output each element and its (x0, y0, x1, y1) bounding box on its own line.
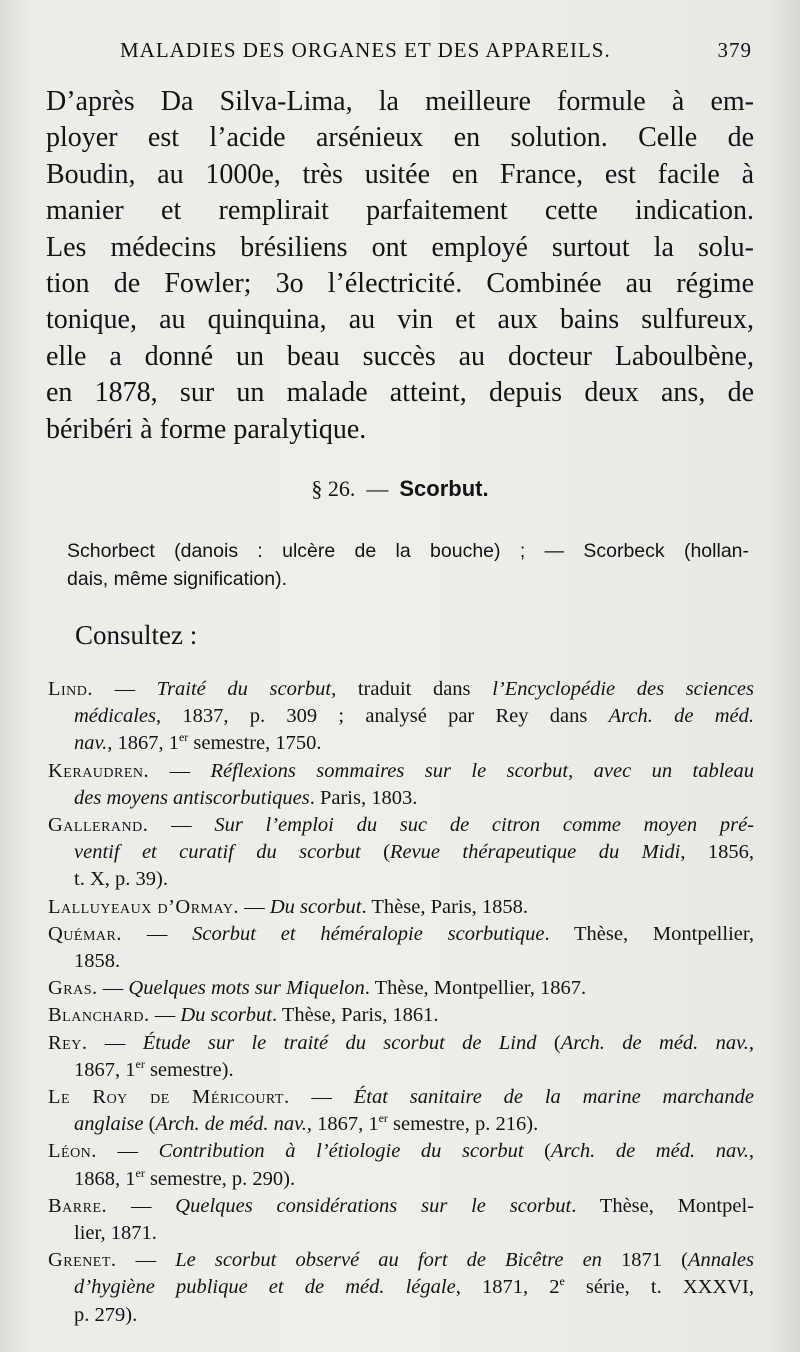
reference-text: . Thèse, Paris, 1858. (361, 895, 528, 918)
reference-continuation (48, 1166, 754, 1193)
italic-text: Quelques considérations sur le scorbut (175, 1194, 572, 1217)
italic-text: État sanitaire de la marine marchande (353, 1086, 754, 1109)
body-line: tion de Fowler; 3o l’électricité. Combinée au régime (46, 268, 754, 300)
italic-text: Arch. de méd. nav. (560, 1031, 749, 1054)
reference-text: t. X, p. 39). (74, 868, 168, 891)
reference-text: semestre). (144, 1058, 234, 1081)
italic-text: Sur l’emploi du suc de citron comme moyen pré- (214, 814, 755, 837)
reference-text: , 1837, p. 309 ; analysé par Rey dans (155, 705, 609, 728)
reference-continuation (48, 839, 754, 866)
reference-author: Blanchard. (48, 1004, 150, 1027)
reference-entry (48, 894, 754, 921)
separator-dash: — (289, 1086, 354, 1109)
reference-text: . Paris, 1803. (309, 786, 418, 809)
reference-entry (48, 1030, 754, 1084)
italic-text: Du scorbut (269, 895, 362, 918)
reference-continuation (48, 785, 754, 812)
italic-text: ventif et curatif du scorbut (74, 841, 361, 864)
etymology-note (67, 537, 749, 593)
reference-continuation (48, 703, 754, 730)
reference-text: ( (523, 1140, 552, 1163)
separator-dash: — (122, 922, 193, 945)
separator-dash: — (149, 1004, 181, 1027)
italic-text: Quelques mots sur Miquelon (128, 977, 365, 1000)
reference-text: . Thèse, Montpellier, (544, 922, 754, 945)
reference-entry (48, 1247, 754, 1329)
reference-entry (48, 1193, 754, 1247)
body-line: tonique, au quinquina, au vin et aux bains sulfureux, (46, 304, 754, 336)
reference-text: , 1867, 1 (306, 1113, 379, 1136)
body-paragraph (46, 84, 754, 448)
etymology-line: Schorbect (danois : ulcère de la bouche) ; — Scorbeck (hollan- (67, 540, 749, 562)
reference-author: Keraudren. (48, 759, 150, 782)
reference-line (48, 1030, 754, 1057)
italic-text: Arch. de méd. nav. (155, 1113, 307, 1136)
italic-text: d’hygiène publique et de méd. légale (74, 1276, 456, 1299)
superscript: e (559, 1274, 565, 1289)
superscript: er (178, 730, 189, 745)
reference-line (48, 1138, 754, 1165)
italic-text: Revue thérapeutique du Midi (389, 841, 681, 864)
separator-dash: — (116, 1249, 176, 1272)
body-line: en 1878, sur un malade atteint, depuis deux ans, de (46, 377, 754, 409)
reference-line (48, 921, 754, 948)
italic-text: Réflexions sommaires sur le scorbut, avec un tableau (210, 759, 754, 782)
separator-dash: — (149, 759, 211, 782)
reference-text: série, t. XXXVI, (564, 1276, 754, 1299)
italic-text: Arch. de méd. (608, 705, 754, 728)
reference-text: ( (143, 1113, 156, 1136)
reference-entry (48, 921, 754, 975)
reference-continuation (48, 1057, 754, 1084)
consult-heading: Consultez : (75, 620, 198, 650)
reference-author: Le Roy de Méricourt. (48, 1086, 290, 1109)
italic-text: des moyens antiscorbutiques (74, 786, 310, 809)
reference-line (48, 758, 754, 785)
reference-text: semestre, p. 216). (387, 1113, 539, 1136)
reference-text: 1858. (74, 950, 121, 973)
italic-text: Arch. de méd. nav. (551, 1140, 749, 1163)
reference-text: , (748, 1140, 755, 1163)
reference-text: , 1871, 2 (455, 1276, 560, 1299)
body-line: D’après Da Silva-Lima, la meilleure formule à em- (46, 86, 754, 117)
reference-line (48, 1084, 754, 1111)
body-line: ployer est l’acide arsénieux en solution. Celle de (46, 122, 754, 154)
italic-text: médicales (74, 705, 156, 728)
reference-author: Quémar. (48, 922, 122, 945)
reference-author: Rey. (48, 1031, 88, 1054)
reference-continuation (48, 1274, 754, 1301)
reference-text: , 1867, 1 (107, 732, 179, 755)
section-heading (0, 476, 800, 502)
page-number: 379 (717, 38, 752, 62)
reference-text: 1868, 1 (74, 1167, 136, 1190)
reference-text: p. 279). (74, 1303, 138, 1326)
reference-author: Barre. (48, 1194, 108, 1217)
italic-text: nav. (74, 732, 108, 755)
italic-text: Contribution à l’étiologie du scorbut (158, 1140, 524, 1163)
reference-text: 1871 ( (601, 1249, 688, 1272)
reference-continuation (48, 1220, 754, 1247)
italic-text: Annales (687, 1249, 755, 1272)
reference-author: Lind. (48, 678, 94, 700)
italic-text: Le scorbut observé au fort de Bicêtre en (175, 1249, 602, 1272)
running-title: MALADIES DES ORGANES ET DES APPAREILS. (120, 38, 611, 62)
separator-dash: — (87, 1031, 143, 1054)
reference-continuation (48, 1302, 754, 1329)
italic-text: l’Encyclopédie des sciences (492, 678, 755, 700)
body-line: Les médecins brésiliens ont employé surtout la solu- (46, 231, 754, 263)
section-dash: — (366, 476, 389, 501)
superscript: er (135, 1057, 145, 1072)
reference-text: . Thèse, Montpel- (571, 1194, 755, 1217)
reference-author: Lalluyeaux d’Ormay. (48, 895, 240, 918)
body-line: manier et remplirait parfaitement cette indication. (46, 195, 754, 227)
reference-text: . Thèse, Montpellier, 1867. (364, 977, 587, 1000)
italic-text: Du scorbut (180, 1004, 273, 1027)
separator-dash: — (97, 977, 129, 1000)
reference-text: , traduit dans (331, 678, 493, 700)
reference-text: . Thèse, Paris, 1861. (272, 1004, 439, 1027)
reference-continuation (48, 1111, 754, 1138)
section-title: Scorbut. (399, 476, 489, 501)
reference-entry (48, 975, 754, 1002)
reference-continuation (48, 866, 754, 893)
italic-text: Traité du scorbut (156, 678, 332, 700)
separator-dash: — (148, 814, 215, 837)
superscript: er (378, 1111, 388, 1126)
reference-author: Grenet. (48, 1249, 117, 1272)
reference-entry (48, 812, 754, 894)
superscript: er (135, 1165, 145, 1180)
reference-text: lier, 1871. (74, 1222, 157, 1245)
reference-author: Gras. (48, 977, 98, 1000)
reference-author: Gallerand. (48, 814, 149, 837)
reference-line (48, 894, 754, 921)
reference-entry (48, 1002, 754, 1029)
reference-text: semestre, 1750. (188, 732, 322, 755)
separator-dash: — (93, 678, 157, 700)
reference-entry (48, 676, 754, 758)
reference-text: ( (360, 841, 390, 864)
italic-text: Scorbut et héméralopie scorbutique (192, 922, 545, 945)
reference-line (48, 975, 754, 1002)
separator-dash: — (96, 1140, 159, 1163)
reference-line (48, 676, 754, 703)
reference-entry (48, 1084, 754, 1138)
reference-line (48, 812, 754, 839)
body-line: béribéri à forme paralytique. (46, 413, 367, 445)
reference-text: ( (536, 1031, 561, 1054)
reference-line (48, 1002, 754, 1029)
reference-text: , 1856, (680, 841, 754, 864)
reference-author: Léon. (48, 1140, 97, 1163)
reference-line (48, 1247, 754, 1274)
etymology-line: dais, même signification). (67, 568, 288, 590)
reference-entry (48, 758, 754, 812)
italic-text: anglaise (74, 1113, 144, 1136)
body-line: Boudin, au 1000e, très usitée en France, est facile à (46, 158, 754, 190)
reference-text: semestre, p. 290). (144, 1167, 296, 1190)
reference-continuation (48, 948, 754, 975)
separator-dash: — (107, 1194, 176, 1217)
reference-line (48, 1193, 754, 1220)
body-line: elle a donné un beau succès au docteur Laboulbène, (46, 340, 754, 372)
reference-list (48, 676, 754, 1329)
italic-text: Étude sur le traité du scorbut de Lind (142, 1031, 537, 1054)
running-header (120, 38, 752, 63)
reference-continuation (48, 730, 754, 757)
reference-entry (48, 1138, 754, 1192)
separator-dash: — (239, 895, 270, 918)
reference-text: 1867, 1 (74, 1058, 136, 1081)
section-number: § 26. (311, 476, 356, 501)
reference-text: , (748, 1031, 755, 1054)
